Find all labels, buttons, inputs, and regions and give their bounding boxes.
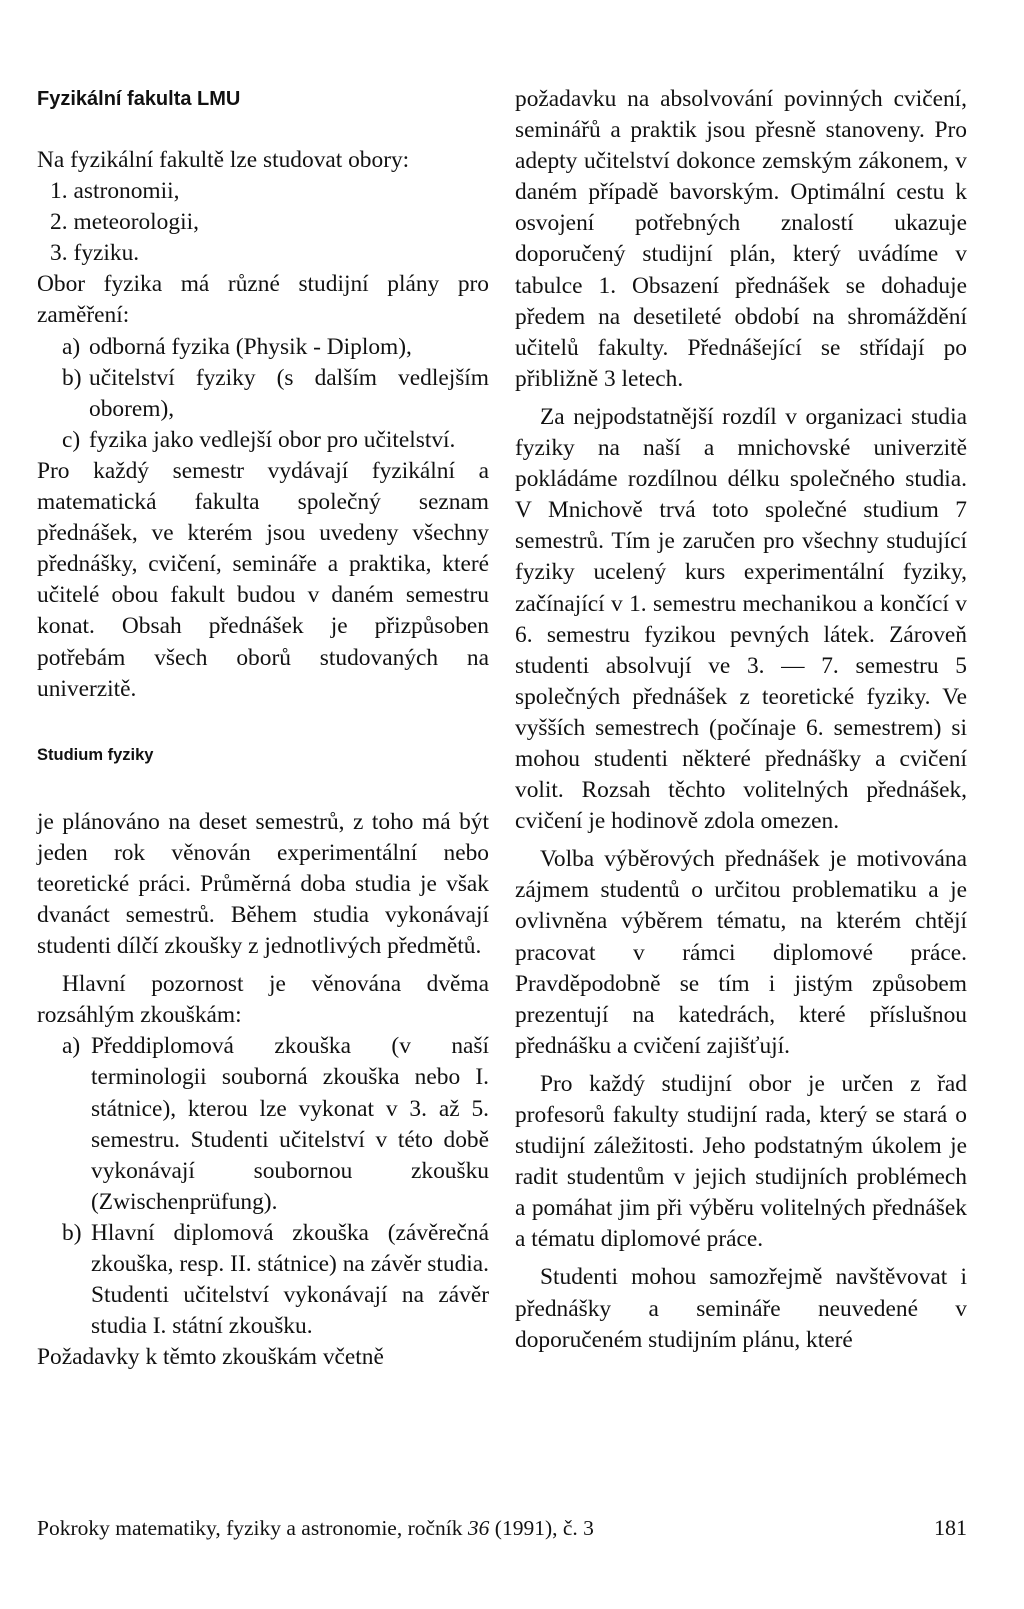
list-item: c) fyzika jako vedlejší obor pro učitelství. — [62, 426, 456, 453]
intro-text: Na fyzikální fakultě lze studovat obory: — [37, 147, 410, 173]
list-item: 2. meteorologii, — [50, 209, 199, 236]
list-item: 1. astronomii, — [50, 178, 180, 205]
page-heading: Fyzikální fakulta LMU — [37, 88, 241, 110]
paragraph-exams-intro: Hlavní pozornost je věnována dvěma rozsáhlým zkouškám: — [37, 971, 489, 1029]
paragraph-electives: Volba výběrových přednášek je motivována zájmem studentů o určitou problematiku a je ovlivněna výběrem tématu, na kterém chtějí pracovat v rámci diplomové práce. Pravděpodobně se tím i jistým způsobem prezentují na katedrách, které příslušnou přednášku a cvičení zajišťují. — [515, 846, 967, 1059]
paragraph-study: je plánováno na deset semestrů, z toho má být jeden rok věnován experimentální nebo teoretické práci. Průměrná doba studia je však dvanáct semestrů. Během studia vykonávají studenti dílčí zkoušky z jednotlivých předmětů. — [37, 808, 489, 960]
list-item: a) odborná fyzika (Physik - Diplom), — [62, 333, 412, 360]
paragraph-council: Pro každý studijní obor je určen z řad profesorů fakulty studijní rada, který se stará o studijní záležitosti. Jeho podstatným úkolem je radit studentům v jejich studijních problémech a pomáhat jim při výběru volitelných přednášek a tématu diplomové práce. — [515, 1070, 967, 1253]
paragraph-continued: požadavku na absolvování povinných cvičení, seminářů a praktik jsou přesně stanoveny. Pro adepty učitelství dokonce zemským zákonem, v daném případě bavorským. Optimální cestu k osvojení potřebných znalostí ukazuje doporučený studijní plán, který uvádíme v tabulce 1. Obsazení přednášek se dohaduje předem na desetileté období na shromáždění učitelů fakulty. Přednášející se střídají po přibližně 3 letech. — [515, 86, 967, 392]
page-number: 181 — [934, 1515, 967, 1540]
paragraph-requirements: Požadavky k těmto zkouškám včetně — [37, 1344, 384, 1371]
journal-name: Pokroky matematiky, fyziky a astronomie, ročník — [37, 1516, 463, 1540]
exams-list — [37, 1031, 489, 1342]
plans-list — [37, 332, 489, 456]
volume-number: 36 — [467, 1516, 490, 1540]
list-item: b) učitelství fyziky (s dalším vedlejším oborem), — [62, 364, 489, 422]
plans-intro: Obor fyzika má různé studijní plány pro zaměření: — [37, 271, 489, 329]
paragraph-difference: Za nejpodstatnější rozdíl v organizaci studia fyziky na naší a mnichovské univerzitě pokládáme rozdílnou délku společného studia. V Mnichově trvá toto společné studium 7 semestrů. Tím je zaručen pro všechny studující fyziky ucelený kurs experimentální fyziky, začínající v 1. semestru mechanikou a končící v 6. semestru fyzikou pevných látek. Zároveň studenti absolvují ve 3. — 7. semestru 5 společných přednášek z teoretické fyziky. Ve vyšších semestrech (počínaje 6. semestrem) si mohou studenti některé přednášky a cvičení volit. Rozsah těchto volitelných přednášek, cvičení je hodinově zdola omezen. — [515, 403, 967, 835]
issue-info: (1991), č. 3 — [494, 1516, 594, 1540]
list-item: a) Předdiplomová zkouška (v naší terminologii souborná zkouška nebo I. státnice), kterou lze vykonat v 3. až 5. semestru. Studenti učitelství v této době vykonávají soubornou zkoušku (Zwischenprüfung). — [62, 1033, 489, 1215]
list-item: b) Hlavní diplomová zkouška (závěrečná zkouška, resp. II. státnice) na závěr studia. Studenti učitelství vykonávají na závěr studia I. státní zkoušku. — [62, 1219, 489, 1340]
paragraph-lectures: Pro každý semestr vydávají fyzikální a matematická fakulta společný seznam přednášek, ve kterém jsou uvedeny všechny přednášky, cvičení, semináře a praktika, které učitelé obou fakult budou v daném semestru konat. Obsah přednášek je přizpůsoben potřebám všech oborů studovaných na univerzitě. — [37, 457, 489, 702]
left-column — [37, 84, 489, 1373]
list-item: 3. fyziku. — [50, 240, 140, 267]
paragraph-attend: Studenti mohou samozřejmě navštěvovat i přednášky a semináře neuvedené v doporučeném studijním plánu, které — [515, 1264, 967, 1353]
right-column — [515, 84, 967, 1356]
section-heading: Studium fyziky — [37, 745, 154, 764]
page-footer — [37, 1514, 967, 1542]
fields-list — [37, 176, 489, 269]
